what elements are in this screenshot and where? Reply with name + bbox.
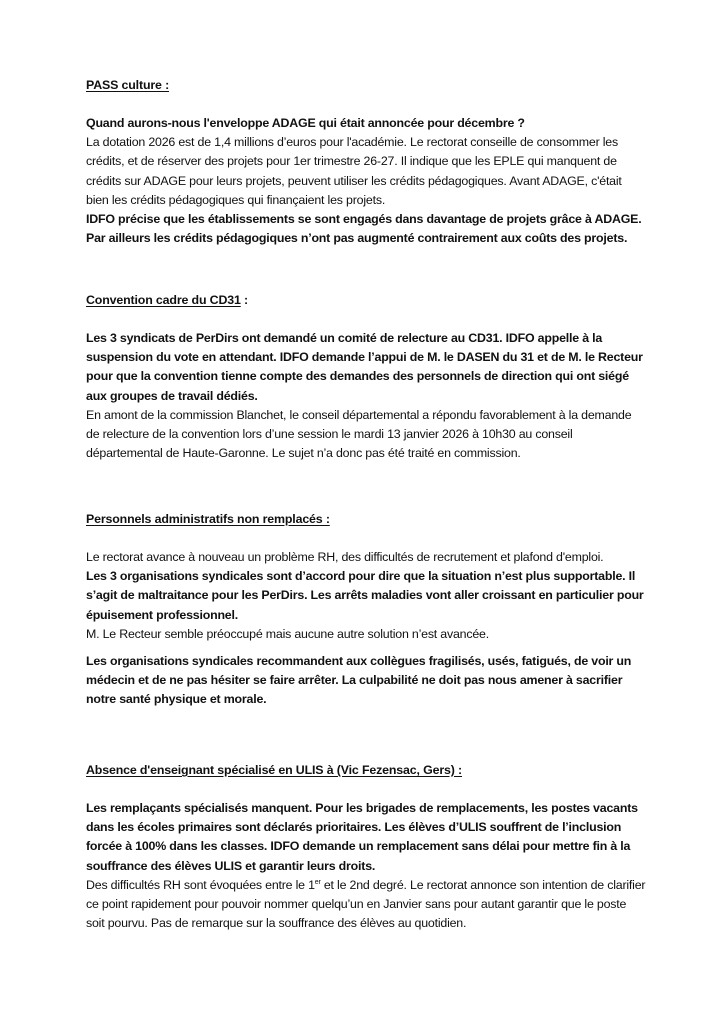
paragraph: Les 3 syndicats de PerDirs ont demandé un comité de relecture au CD31. IDFO appelle à la suspension du vote en attendant. IDFO demande l’appui de M. le DASEN du 31 et de M. le Recteur pour que la convention tienne compte des demandes des personnels de direction qui ont siégé aux groupes de travail dédiés. [86,331,643,403]
paragraph: Quand aurons-nous l'enveloppe ADAGE qui était annoncée pour décembre ? [86,116,525,130]
paragraph: La dotation 2026 est de 1,4 millions d’euros pour l'académie. Le rectorat conseille de consommer les crédits, et de réserver des projets pour 1er trimestre 26-27. Il indique que les EPLE qui manquent de crédits sur ADAGE pour leurs projets, peuvent utiliser les crédits pédagogiques. Avant ADAGE, c'était bien les crédits pédagogiques qui finançaient les projets. [86,135,622,207]
paragraph: Les remplaçants spécialisés manquent. Pour les brigades de remplacements, les postes vacants dans les écoles primaires sont déclarés prioritaires. Les élèves d’ULIS souffrent de l’inclusion forcée à 100% dans les classes. IDFO demande un remplacement sans délai pour mettre fin à la souffrance des élèves ULIS et garantir leurs droits. [86,801,638,873]
heading-text: PASS culture : [86,78,170,92]
paragraph: M. Le Recteur semble préoccupé mais aucune autre solution n’est avancée. [86,626,489,641]
section-convention-cd31 [86,291,646,463]
paragraph: Le rectorat avance à nouveau un problème RH, des difficultés de recrutement et plafond d'emploi. [86,550,604,564]
section-absence-ulis [86,761,646,933]
section-heading [86,76,646,95]
paragraph: Les organisations syndicales recommandent aux collègues fragilisés, usés, fatigués, de voir un médecin et de ne pas hésiter se faire arrêter. La culpabilité ne doit pas nous amener à sacrifier notre santé physique et morale. [86,654,632,707]
section-heading [86,761,646,780]
heading-suffix: : [240,293,249,307]
paragraph [86,876,646,934]
superscript: er [314,878,321,886]
section-pass-culture [86,76,646,248]
paragraph-text: et le 2nd degré. Le rectorat annonce son intention de clarifier ce point rapidement pour pouvoir nommer quelqu’un en Janvier sans pour autant garantir que le poste soit pourvu. Pas de remarque sur la souffrance des élèves au quotidien. [86,877,646,931]
paragraph: En amont de la commission Blanchet, le conseil départemental a répondu favorablement à la demande de relecture de la convention lors d’une session le mardi 13 janvier 2026 à 10h30 au conseil départemental de Haute-Garonne. Le sujet n’a donc pas été traité en commission. [86,407,632,461]
heading-text: Convention cadre du CD31 [86,293,241,307]
heading-text: Absence d'enseignant spécialisé en ULIS à (Vic Fezensac, Gers) : [86,763,462,777]
paragraph: Les 3 organisations syndicales sont d’accord pour dire que la situation n’est plus supportable. Il s’agit de maltraitance pour les PerDirs. Les arrêts maladies vont aller croissant en particulier pour épuisement professionnel. [86,569,644,622]
section-heading [86,291,646,310]
paragraph-text: Des difficultés RH sont évoquées entre le 1 [86,877,315,892]
heading-text: Personnels administratifs non remplacés : [86,512,330,526]
paragraph: IDFO précise que les établissements se sont engagés dans davantage de projets grâce à ADAGE. Par ailleurs les crédits pédagogiques n’ont pas augmenté contrairement aux coûts des projets. [86,212,642,246]
section-personnels-administratifs [86,510,646,710]
section-heading [86,510,646,529]
